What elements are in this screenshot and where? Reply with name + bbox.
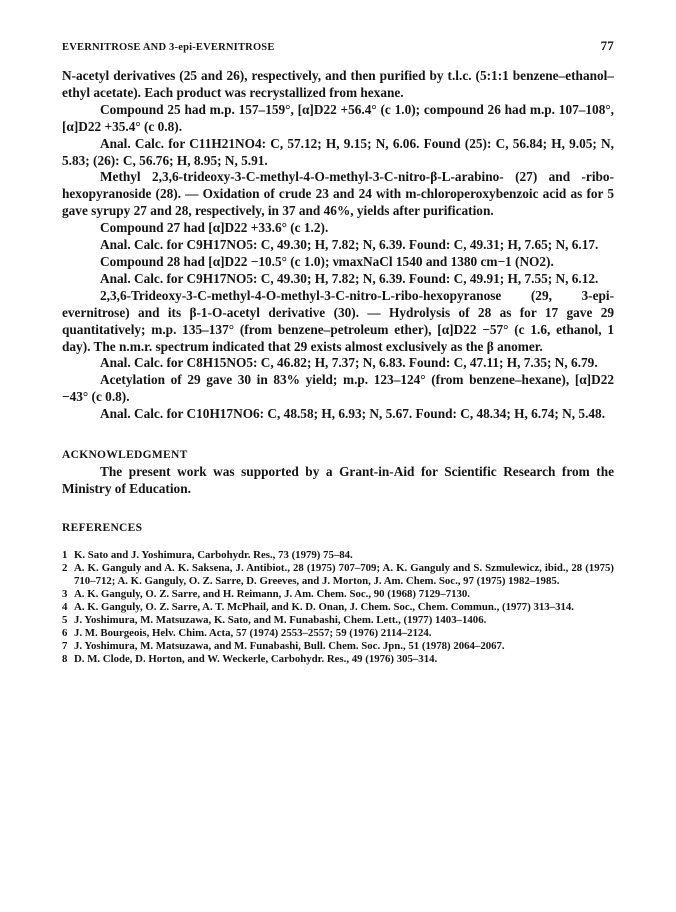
acknowledgment-text: The present work was supported by a Grant-in-Aid for Scientific Research from the Ministry of Education. — [62, 463, 614, 496]
reference-number: 1 — [62, 548, 68, 561]
reference-text: A. K. Ganguly, O. Z. Sarre, A. T. McPhail, and K. D. Onan, J. Chem. Soc., Chem. Commun., (1977) 313–314. — [74, 601, 574, 614]
reference-number: 7 — [62, 640, 68, 653]
paragraph-9: 2,3,6-Trideoxy-3-C-methyl-4-O-methyl-3-C-nitro-L-ribo-hexopyranose (29, 3-epi-evernitrose) and its β-1-O-acetyl derivative (30). — Hydrolysis of 28 as for 17 gave 29 quantitatively; m.p. 135–137° (from benzene–petroleum ether), [α]D22 −57° (c 1.6, ethanol, 1 day). The n.m.r. spectrum indicated that 29 exists almost exclusively as the β anomer. — [62, 287, 614, 354]
paragraph-2: Compound 25 had m.p. 157–159°, [α]D22 +56.4° (c 1.0); compound 26 had m.p. 107–108°, [α]D22 +35.4° (c 0.8). — [62, 101, 614, 134]
reference-number: 5 — [62, 614, 68, 627]
reference-text: J. M. Bourgeois, Helv. Chim. Acta, 57 (1974) 2553–2557; 59 (1976) 2114–2124. — [74, 627, 432, 640]
running-head — [62, 38, 614, 56]
body-text — [62, 68, 614, 667]
reference-item — [62, 653, 614, 666]
reference-text: K. Sato and J. Yoshimura, Carbohydr. Res., 73 (1979) 75–84. — [74, 548, 353, 561]
reference-number: 8 — [62, 653, 68, 666]
running-head-title: EVERNITROSE AND 3-epi-EVERNITROSE — [62, 42, 275, 53]
paragraph-7: Compound 28 had [α]D22 −10.5° (c 1.0); νmaxNaCl 1540 and 1380 cm−1 (NO2). — [100, 253, 554, 269]
references-heading: REFERENCES — [62, 521, 143, 534]
reference-item — [62, 614, 614, 627]
paragraph-8: Anal. Calc. for C9H17NO5: C, 49.30; H, 7.82; N, 6.39. Found: C, 49.91; H, 7.55; N, 6.12. — [100, 270, 599, 286]
page-number: 77 — [600, 38, 614, 53]
reference-item — [62, 627, 614, 640]
reference-text: J. Yoshimura, M. Matsuzawa, K. Sato, and M. Funabashi, Chem. Lett., (1977) 1403–1406. — [74, 614, 487, 627]
paragraph-12: Anal. Calc. for C10H17NO6: C, 48.58; H, 6.93; N, 5.67. Found: C, 48.34; H, 6.74; N, 5.48. — [100, 406, 606, 422]
reference-item — [62, 588, 614, 601]
paragraph-5: Compound 27 had [α]D22 +33.6° (c 1.2). — [100, 220, 329, 236]
paragraph-1: N-acetyl derivatives (25 and 26), respectively, and then purified by t.l.c. (5:1:1 benzene–ethanol–ethyl acetate). Each product was recrystallized from hexane. — [62, 68, 614, 100]
reference-item — [62, 640, 614, 653]
acknowledgment-heading: ACKNOWLEDGMENT — [62, 449, 188, 462]
reference-text: A. K. Ganguly and A. K. Saksena, J. Antibiot., 28 (1975) 707–709; A. K. Ganguly and S. Szmulewicz, ibid., 28 (1975) 710–712; A. K. Ganguly, O. Z. Sarre, D. Greeves, and J. Morton, J. Am. Chem. Soc., 97 (1975) 1982–1985. — [74, 561, 614, 587]
reference-text: D. M. Clode, D. Horton, and W. Weckerle, Carbohydr. Res., 49 (1976) 305–314. — [74, 653, 438, 666]
reference-number: 4 — [62, 601, 68, 614]
paragraph-6: Anal. Calc. for C9H17NO5: C, 49.30; H, 7.82; N, 6.39. Found: C, 49.31; H, 7.65; N, 6.17. — [100, 237, 599, 253]
reference-text: A. K. Ganguly, O. Z. Sarre, and H. Reimann, J. Am. Chem. Soc., 90 (1968) 7129–7130. — [74, 587, 471, 600]
reference-item — [62, 562, 614, 588]
reference-text: J. Yoshimura, M. Matsuzawa, and M. Funabashi, Bull. Chem. Soc. Jpn., 51 (1978) 2064–2067. — [74, 640, 505, 653]
reference-number: 2 — [62, 561, 68, 574]
reference-list — [62, 549, 614, 667]
reference-item — [62, 601, 614, 614]
reference-number: 6 — [62, 627, 68, 640]
paragraph-3: Anal. Calc. for C11H21NO4: C, 57.12; H, 9.15; N, 6.06. Found (25): C, 56.84; H, 9.05; N, 5.83; (26): C, 56.76; H, 8.95; N, 5.91. — [62, 135, 614, 168]
reference-item — [62, 549, 614, 562]
paragraph-11: Acetylation of 29 gave 30 in 83% yield; m.p. 123–124° (from benzene–hexane), [α]D22 −43° (c 0.8). — [62, 372, 614, 405]
paragraph-10: Anal. Calc. for C8H15NO5: C, 46.82; H, 7.37; N, 6.83. Found: C, 47.11; H, 7.35; N, 6.79. — [100, 355, 598, 371]
paragraph-4: Methyl 2,3,6-trideoxy-3-C-methyl-4-O-methyl-3-C-nitro-β-L-arabino- (27) and -ribo-hexopyranoside (28). — Oxidation of crude 23 and 24 with m-chloroperoxybenzoic acid as for 5 gave syrupy 27 and 28, respectively, in 37 and 46%, yields after purification. — [62, 169, 614, 219]
reference-number: 3 — [62, 587, 68, 600]
